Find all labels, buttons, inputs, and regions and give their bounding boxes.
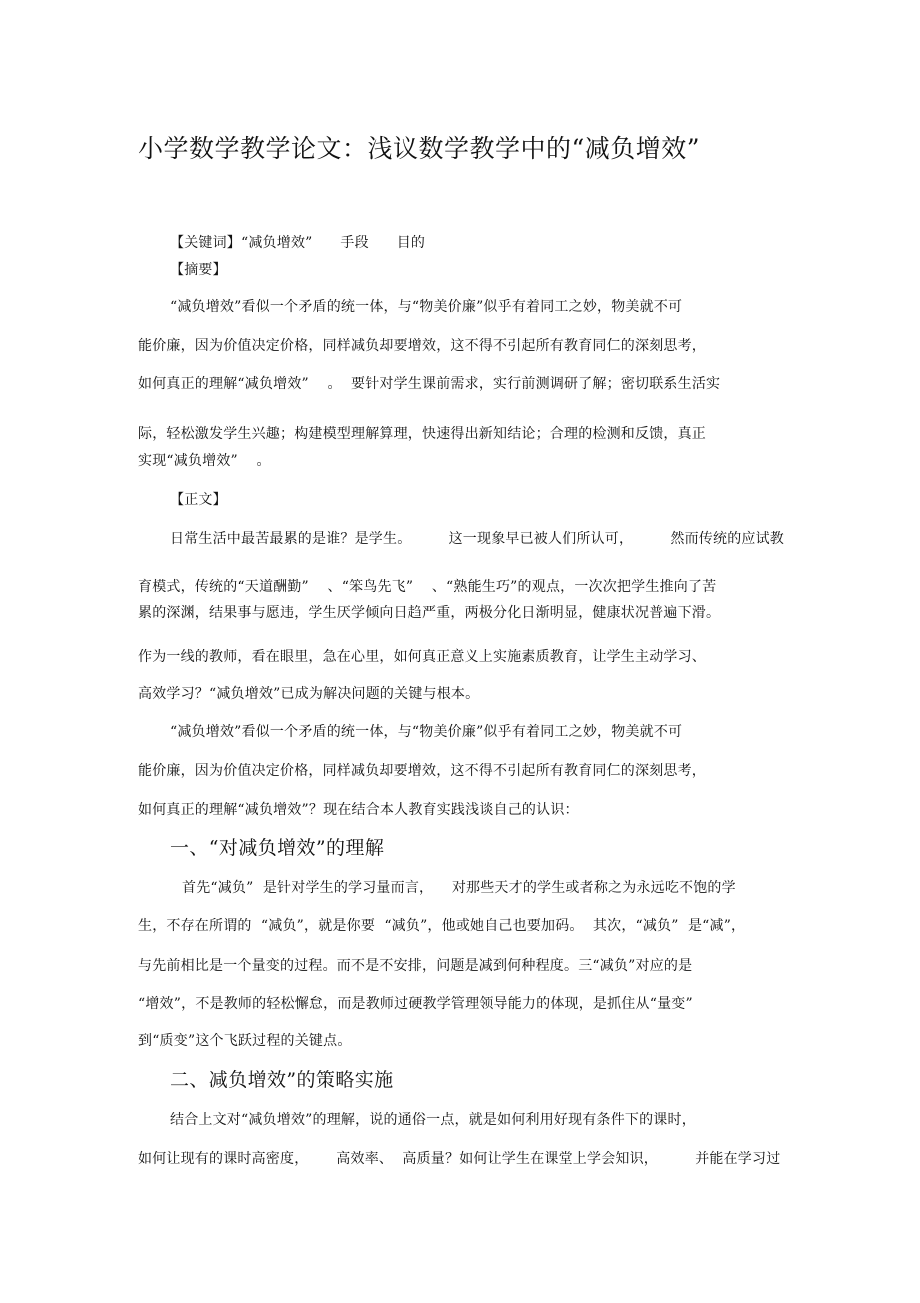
section2-line: 结合上文对“减负增效”的理解，说的通俗一点，就是如何利用好现有条件下的课时， [170, 1112, 696, 1128]
abstract-line: 如何真正的理解“减负增效” 。 要针对学生课前需求，实行前测调研了解；密切联系生活实 [138, 376, 721, 392]
section-heading-2: 二、减负增效”的策略实施 [170, 1069, 394, 1091]
section1-line: 到“质变”这个飞跃过程的关键点。 [138, 1033, 352, 1049]
section1-line: 首先“减负” 是针对学生的学习量而言， 对那些天才的学生或者称之为永远吃不饱的学 [182, 880, 736, 896]
body-line: 育模式，传统的“天道酬勤” 、“笨鸟先飞” 、“熟能生巧”的观点，一次次把学生推向了苦 [138, 579, 717, 595]
body-label: 【正文】 [170, 492, 227, 508]
body-line: 高效学习？“减负增效”已成为解决问题的关键与根本。 [138, 686, 480, 702]
abstract-line: 际，轻松激发学生兴趣；构建模型理解算理，快速得出新知结论；合理的检测和反馈，真正 [138, 426, 706, 442]
abstract-label: 【摘要】 [170, 262, 227, 278]
section1-line: 与先前相比是一个量变的过程。而不是不安排，问题是减到何种程度。三“减负”对应的是 [138, 958, 693, 974]
keywords-line: 【关键词】“减负增效” 手段 目的 [170, 235, 426, 251]
abstract-line: 实现“减负增效” 。 [138, 453, 271, 469]
body-line: 累的深渊，结果事与愿违，学生厌学倾向日趋严重，两极分化日渐明显，健康状况普遍下滑。 [138, 605, 721, 621]
body-line: 如何真正的理解“减负增效”？现在结合本人教育实践浅谈自己的认识： [138, 802, 579, 818]
section-heading-1: 一、“对减负增效”的理解 [170, 837, 385, 859]
body-line: “减负增效”看似一个矛盾的统一体，与“物美价廉”似乎有着同工之妙，物美就不可 [170, 724, 683, 740]
section1-line: “增效”，不是教师的轻松懈怠，而是教师过硬教学管理领导能力的体现，是抓住从“量变” [138, 996, 693, 1012]
abstract-line: 能价廉，因为价值决定价格，同样减负却要增效，这不得不引起所有教育同仁的深刻思考， [138, 338, 706, 354]
body-line: 作为一线的教师，看在眼里，急在心里，如何真正意义上实施素质教育，让学生主动学习、 [138, 649, 706, 665]
page-title: 小学数学教学论文：浅议数学教学中的“减负增效” [138, 134, 701, 163]
body-line: 能价廉，因为价值决定价格，同样减负却要增效，这不得不引起所有教育同仁的深刻思考， [138, 763, 706, 779]
abstract-line: “减负增效”看似一个矛盾的统一体，与“物美价廉”似乎有着同工之妙，物美就不可 [170, 299, 683, 315]
section1-line: 生，不存在所谓的 “减负”，就是你要 “减负”，他或她自己也要加码。 其次，“减负” 是“减”， [138, 918, 746, 934]
section2-line: 如何让现有的课时高密度， 高效率、 高质量？如何让学生在课堂上学会知识， 并能在学习过 [138, 1151, 781, 1167]
body-line: 日常生活中最苦最累的是谁？是学生。 这一现象早已被人们所认可， 然而传统的应试教 [170, 531, 785, 547]
